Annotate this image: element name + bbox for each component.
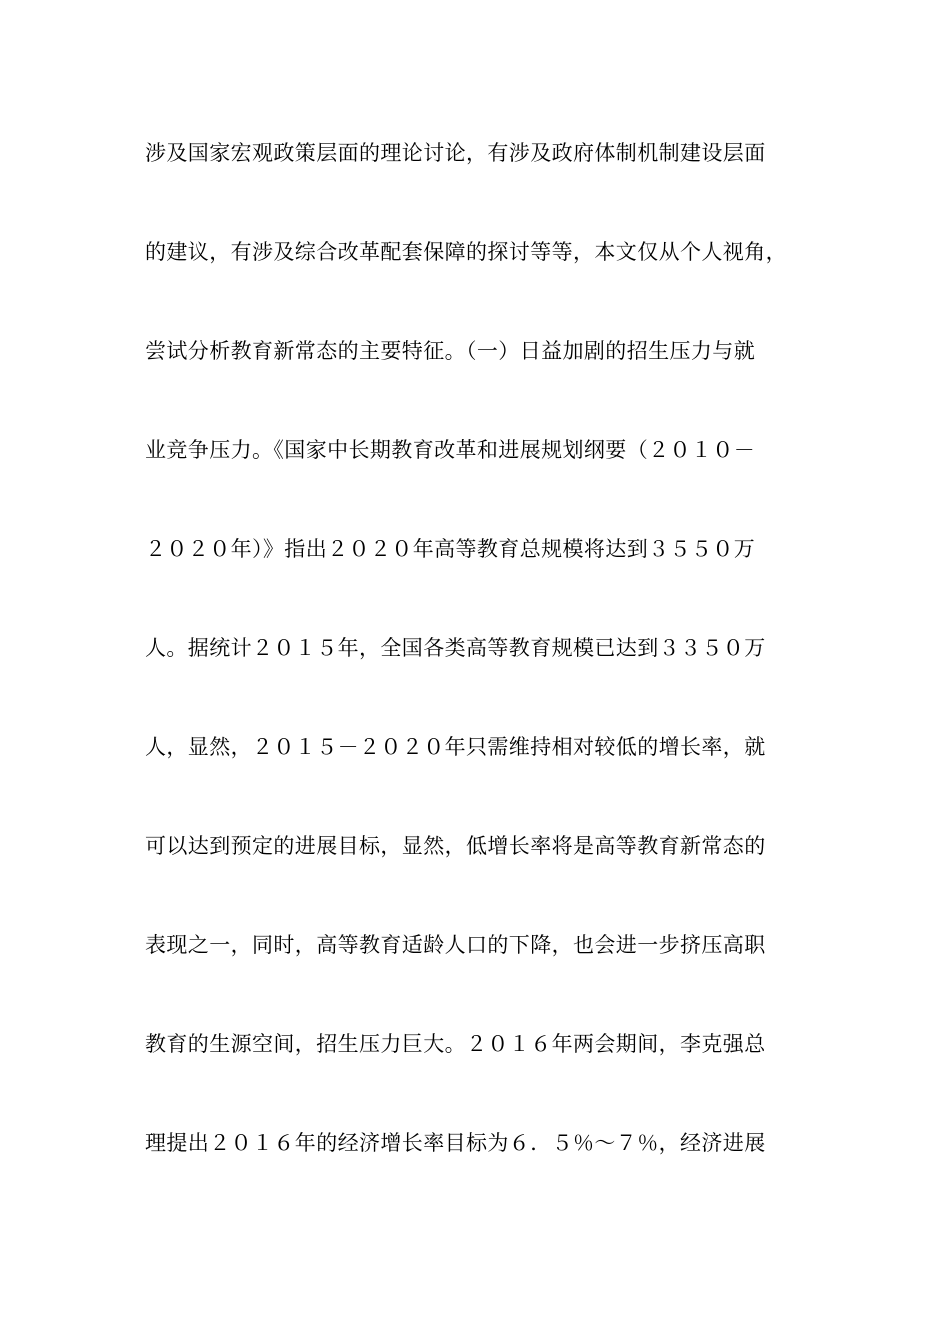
text-line: 教育的生源空间，招生压力巨大。２０１６年两会期间，李克强总: [145, 1032, 766, 1056]
text-line: 理提出２０１６年的经济增长率目标为６．５％～７％，经济进展: [145, 1131, 766, 1155]
text-line: ２０２０年）》指出２０２０年高等教育总规模将达到３５５０万: [145, 537, 756, 561]
text-line: 业竞争压力。《国家中长期教育改革和进展规划纲要（２０１０－: [145, 438, 756, 462]
text-line: 人，显然，２０１５－２０２０年只需维持相对较低的增长率，就: [145, 735, 766, 759]
text-line: 涉及国家宏观政策层面的理论讨论，有涉及政府体制机制建设层面: [145, 141, 766, 165]
text-line: 的建议，有涉及综合改革配套保障的探讨等等，本文仅从个人视角，: [145, 240, 787, 264]
body-text: [145, 130, 815, 1219]
text-line: 人。据统计２０１５年，全国各类高等教育规模已达到３３５０万: [145, 636, 766, 660]
text-line: 表现之一，同时，高等教育适龄人口的下降，也会进一步挤压高职: [145, 933, 766, 957]
text-line: 尝试分析教育新常态的主要特征。（一）日益加剧的招生压力与就: [145, 339, 756, 363]
text-line: 可以达到预定的进展目标，显然，低增长率将是高等教育新常态的: [145, 834, 766, 858]
